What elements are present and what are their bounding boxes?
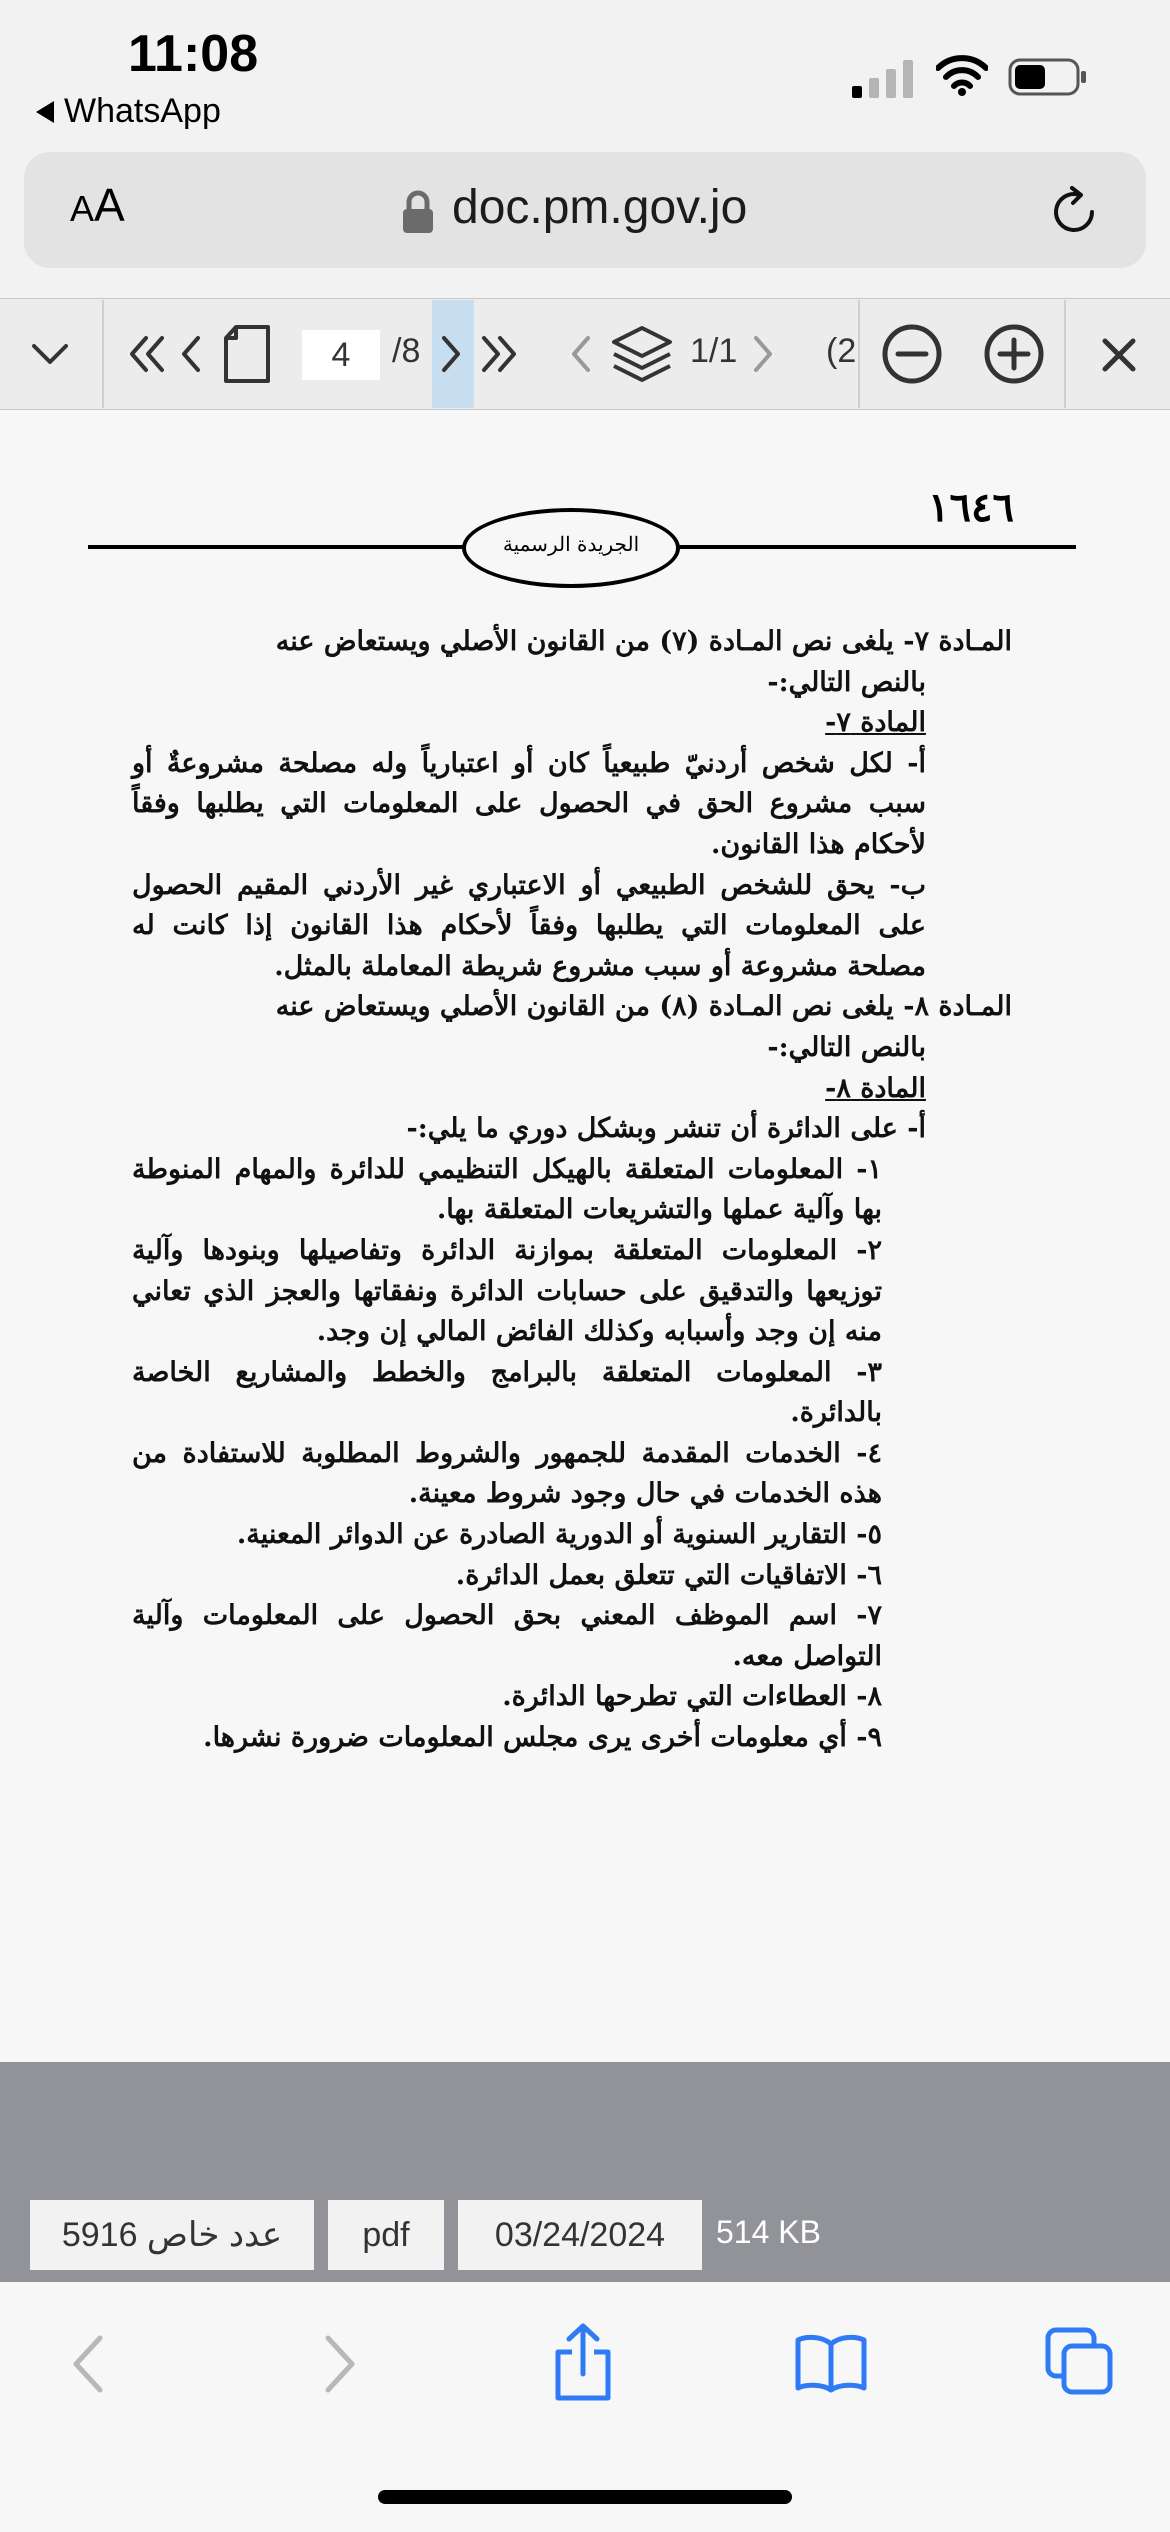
battery-icon bbox=[1008, 58, 1088, 96]
zoom-in-icon[interactable] bbox=[982, 322, 1046, 386]
bookmarks-icon[interactable] bbox=[794, 2332, 868, 2394]
article-7-clause-a: أ- لكل شخص أردنيّ طبيعياً كان أو اعتبارياً وله مصلحة مشروعةٌ أو سبب مشروع الحق في الحصول على المعلومات التي يطلبها وفقاً لأحكام هذا القانون. bbox=[132, 747, 926, 860]
home-indicator bbox=[378, 2490, 792, 2504]
list-item: ٦- الاتفاقيات التي تتعلق بعمل الدائرة. bbox=[455, 1559, 882, 1591]
back-to-app-link[interactable] bbox=[36, 92, 221, 131]
back-app-label: WhatsApp bbox=[64, 92, 221, 130]
prev-layer-icon[interactable] bbox=[568, 334, 592, 374]
file-type-chip: pdf bbox=[328, 2200, 444, 2270]
tabs-icon[interactable] bbox=[1044, 2326, 1114, 2396]
list-item: ٧- اسم الموظف المعني بحق الحصول على المعلومات وآلية التواصل معه. bbox=[132, 1600, 882, 1672]
article-7-clause-b: ب- يحق للشخص الطبيعي أو الاعتباري غير الأردني المقيم الحصول على المعلومات التي يطلبها وفقاً لأحكام هذا القانون إذا كانت له مصلحة مشروعة أو سبب مشروع شريطة المعاملة بالمثل. bbox=[132, 869, 926, 982]
url-text[interactable]: doc.pm.gov.jo bbox=[452, 181, 748, 234]
list-item: ٨- العطاءات التي تطرحها الدائرة. bbox=[502, 1681, 882, 1713]
list-item: ٢- المعلومات المتعلقة بموازنة الدائرة وتفاصيلها وبنودها وآلية توزيعها والتدقيق على حسابات الدائرة ونفقاتها والعجز الذي تعاني منه إن وجد وأسبابه وكذلك الفائض المالي إن وجد. bbox=[132, 1234, 882, 1348]
article-8-intro-cont: بالنص التالي:- bbox=[767, 1031, 926, 1063]
text-size-button[interactable] bbox=[70, 178, 125, 232]
reload-icon[interactable] bbox=[1048, 186, 1100, 238]
zoom-level-partial: (2 bbox=[826, 332, 857, 370]
file-size: 514 KB bbox=[716, 2214, 821, 2250]
share-icon[interactable] bbox=[552, 2322, 614, 2402]
article-7-heading: المادة ٧- bbox=[825, 707, 926, 739]
article-7-intro-cont: بالنص التالي:- bbox=[767, 666, 926, 698]
page-number-input[interactable] bbox=[302, 330, 380, 380]
next-page-icon[interactable] bbox=[438, 334, 466, 374]
page-icon bbox=[222, 324, 272, 384]
gazette-header-title: الجريدة الرسمية bbox=[502, 532, 640, 556]
first-page-icon[interactable] bbox=[126, 334, 170, 374]
last-page-icon[interactable] bbox=[476, 334, 520, 374]
back-triangle-icon bbox=[36, 101, 54, 123]
lock-icon bbox=[400, 190, 436, 234]
list-item: ٤- الخدمات المقدمة للجمهور والشروط المطلوبة للاستفادة من هذه الخدمات في حال وجود شروط معينة. bbox=[132, 1437, 882, 1510]
article-8-intro: المـادة ٨- يلغى نص المـادة (٨) من القانون الأصلي ويستعاض عنه bbox=[275, 991, 1012, 1023]
toolbar-separator bbox=[102, 300, 104, 408]
article-7-intro: المـادة ٧- يلغى نص المـادة (٧) من القانون الأصلي ويستعاض عنه bbox=[275, 626, 1012, 657]
next-layer-icon[interactable] bbox=[752, 334, 776, 374]
article-8-heading: المادة ٨- bbox=[825, 1072, 926, 1104]
toolbar-separator bbox=[1064, 300, 1066, 408]
chevron-down-icon[interactable] bbox=[30, 338, 70, 370]
layers-icon[interactable] bbox=[610, 324, 674, 384]
text-size-large-label: A bbox=[94, 179, 125, 231]
document-page-number: ١٦٤٦ bbox=[928, 484, 1014, 531]
list-item: ٣- المعلومات المتعلقة بالبرامج والخطط والمشاريع الخاصة بالدائرة. bbox=[132, 1356, 882, 1429]
zoom-out-icon[interactable] bbox=[880, 322, 944, 386]
back-icon[interactable] bbox=[70, 2334, 106, 2394]
list-item: ٩- أي معلومات أخرى يرى مجلس المعلومات ضرورة نشرها. bbox=[203, 1722, 882, 1754]
document-body bbox=[132, 622, 1012, 1759]
list-item: ١- المعلومات المتعلقة بالهيكل التنظيمي للدائرة والمهام المنوطة بها وآلية عملها والتشريعات المتعلقة بها. bbox=[132, 1153, 882, 1226]
toolbar-separator bbox=[858, 300, 860, 408]
issue-chip: عدد خاص 5916 bbox=[30, 2200, 314, 2270]
close-icon[interactable] bbox=[1100, 336, 1138, 374]
text-size-small-label: A bbox=[70, 188, 95, 229]
page-total: /8 bbox=[392, 332, 421, 370]
wifi-icon bbox=[936, 54, 988, 96]
date-chip: 03/24/2024 bbox=[458, 2200, 702, 2270]
prev-page-icon[interactable] bbox=[176, 334, 204, 374]
status-time: 11:08 bbox=[128, 25, 259, 83]
layer-count: 1/1 bbox=[690, 332, 738, 370]
article-8-clause-a: أ- على الدائرة أن تنشر وبشكل دوري ما يلي:- bbox=[406, 1113, 926, 1145]
forward-icon[interactable] bbox=[322, 2334, 358, 2394]
list-item: ٥- التقارير السنوية أو الدورية الصادرة عن الدوائر المعنية. bbox=[236, 1519, 882, 1551]
cellular-signal-icon bbox=[852, 58, 916, 98]
